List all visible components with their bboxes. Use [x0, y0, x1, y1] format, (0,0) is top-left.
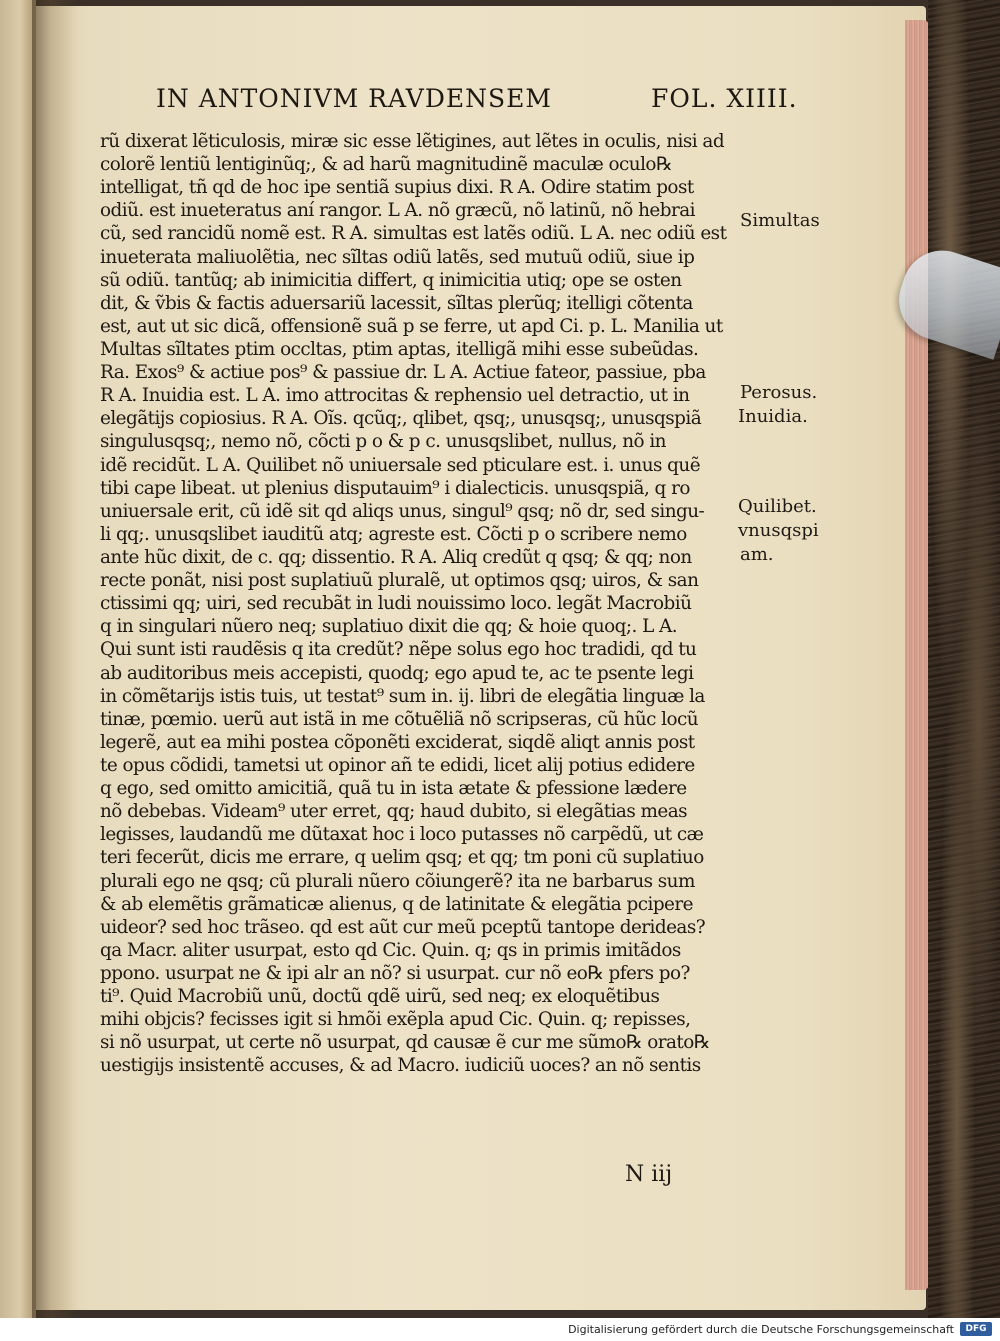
marginal-note-vnusqspiam-2: am.: [740, 544, 774, 565]
text-line: sũ odiũ. tantũq; ab inimicitia differt, q inimicitia utiq; ope se osten: [100, 269, 682, 291]
text-line: idẽ recidũt. L A. Quilibet nõ uniuersale sed pticulare est. i. unus quẽ: [100, 454, 701, 476]
signature-mark: N iij: [625, 1162, 673, 1187]
text-line: Multas sĩltates ptim occltas, ptim aptas, itelligã mihi esse subeũdas.: [100, 338, 699, 360]
text-line: nõ debebas. Videam⁹ uter erret, qq; haud dubito, si elegãtias meas: [100, 801, 688, 823]
book-cover: [928, 0, 1000, 1318]
page-edges: [905, 20, 929, 1290]
text-line: dit, & ṽbis & factis aduersariũ lacessit, sĩltas plerũq; itelligi cõtenta: [100, 292, 693, 314]
text-line: qa Macr. aliter usurpat, esto qd Cic. Quin. q; qs in primis imitãdos: [100, 939, 681, 961]
footer-credit: Digitalisierung gefördert durch die Deutsche Forschungsgemeinschaft: [568, 1323, 954, 1336]
text-line: mihi objcis? fecisses igit si hmõi exẽpla apud Cic. Quin. q; repisses,: [100, 1009, 691, 1031]
text-line: est, aut ut sic dicã, offensionẽ suã p se ferre, ut apd Ci. p. L. Manilia ut: [100, 315, 723, 337]
text-line: in cõmẽtarijs istis tuis, ut testat⁹ sum in. ij. libri de elegãtia linguæ la: [100, 685, 705, 707]
spine-gutter-shadow: [32, 0, 78, 1318]
text-line: colorẽ lentiũ lentiginũq;, & ad harũ magnitudinẽ maculæ oculo℞: [100, 154, 672, 176]
text-line: q ego, sed omitto amicitiã, quã tu in ista ætate & pfessione lædere: [100, 778, 687, 800]
text-line: tibi cape libeat. ut plenius disputauim⁹ i dialecticis. unusqspiã, q ro: [100, 477, 690, 499]
text-line: Qui sunt isti raudẽsis q ita credũt? nẽpe solus ego hoc tradidi, qd tu: [100, 639, 697, 661]
text-line: ab auditoribus meis accepisti, quodq; ego apud te, ac te psente legi: [100, 662, 694, 684]
text-line: inueterata maliuolẽtia, nec sĩltas odiũ latẽs, sed mutuũ odiũ, siue ip: [100, 246, 695, 268]
text-line: R A. Inuidia est. L A. imo attrocitas & rephensio uel detractio, ut in: [100, 385, 690, 407]
footer-bar: [0, 1318, 1000, 1341]
text-line: tinæ, pœmio. uerũ aut istã in me cõtuẽliã nõ scripseras, cũ hũc locũ: [100, 708, 699, 730]
text-line: legerẽ, aut ea mihi postea cõponẽti exciderat, siqdẽ aliqt annis post: [100, 731, 695, 753]
marginal-note-perosus: Perosus.: [740, 382, 818, 403]
text-line: & ab elemẽtis grãmaticæ alienus, q de latinitate & elegãtia pcipere: [100, 893, 693, 915]
marginal-note-simultas: Simultas: [740, 210, 820, 231]
text-line: intelligat, tñ qd de hoc ipe sentiã supius dixi. R A. Odire statim post: [100, 177, 694, 199]
text-line: uideor? sed hoc trãseo. qd est aũt cur meũ pceptũ tantope derideas?: [100, 916, 706, 938]
text-line: plurali ego ne qsq; cũ plurali nũero cõiungerẽ? ita ne barbarus sum: [100, 870, 695, 892]
text-line: q in singulari nũero neq; suplatiuo dixit die qq; & hoie quoq;. L A.: [100, 616, 678, 638]
marginal-note-vnusqspiam-1: vnusqspi: [738, 520, 819, 541]
text-line: ppono. usurpat ne & ipi alr an nõ? si usurpat. cur nõ eo℞ pfers po?: [100, 962, 690, 984]
text-line: cũ, sed rancidũ nomẽ est. R A. simultas est latẽs odiũ. L A. nec odiũ est: [100, 223, 727, 245]
marginal-note-quilibet: Quilibet.: [738, 496, 817, 517]
text-line: singulusqsq;, nemo nõ, cõcti p o & p c. unusqslibet, nullus, nõ in: [100, 431, 666, 453]
running-head: [156, 84, 798, 113]
text-line: elegãtijs copiosius. R A. Oĩs. qcũq;, qlibet, qsq;, unusqsq;, unusqspiã: [100, 408, 702, 430]
text-line: recte ponãt, nisi post suplatiuũ pluralẽ, ut optimos qsq; uiros, & san: [100, 570, 699, 592]
text-line: ti⁹. Quid Macrobiũ unũ, doctũ qdẽ uirũ, sed neq; ex eloquẽtibus: [100, 986, 660, 1008]
text-line: si nõ usurpat, ut certe nõ usurpat, qd causæ ẽ cur me sũmo℞ orato℞: [100, 1032, 710, 1054]
text-line: rũ dixerat lẽticulosis, miræ sic esse lẽtigines, aut lẽtes in oculis, nisi ad: [100, 131, 725, 152]
text-line: li qq;. unusqslibet iauditũ atq; agreste est. Cõcti p o scribere nemo: [100, 523, 687, 545]
text-line: te opus cõdidi, tametsi ut opinor añ te edidi, licet alij potius edidere: [100, 754, 695, 776]
running-head-title: IN ANTONIVM RAVDENSEM: [156, 84, 552, 113]
text-line: uniuersale erit, cũ idẽ sit qd aliqs unus, singul⁹ qsq; nõ dr, sed singu-: [100, 500, 705, 522]
text-line: odiũ. est inueteratus aní rangor. L A. nõ græcũ, nõ latinũ, nõ hebrai: [100, 200, 695, 222]
folio-number: FOL. XIIII.: [651, 84, 798, 113]
body-text: [100, 130, 740, 1077]
text-line: ctissimi qq; uiri, sed recubãt in ludi nouissimo loco. legãt Macrobiũ: [100, 593, 692, 615]
facing-page-edge: [0, 0, 36, 1318]
text-line: teri fecerũt, dicis me errare, q uelim qsq; et qq; tm poni cũ suplatiuo: [100, 847, 704, 869]
text-line: Ra. Exos⁹ & actiue pos⁹ & passiue dr. L A. Actiue fateor, passiue, pba: [100, 362, 706, 384]
dfg-logo: DFG: [960, 1322, 992, 1336]
text-line: uestigijs insistentẽ accuses, & ad Macro. iudiciũ uoces? an nõ sentis: [100, 1055, 701, 1077]
text-line: legisses, laudandũ me dũtaxat hoc i loco putasses nõ carpẽdũ, ut cæ: [100, 824, 704, 846]
marginal-note-inuidia: Inuidia.: [738, 406, 808, 427]
text-line: ante hũc dixit, de c. qq; dissentio. R A. Aliq credũt q qsq; & qq; non: [100, 546, 692, 568]
